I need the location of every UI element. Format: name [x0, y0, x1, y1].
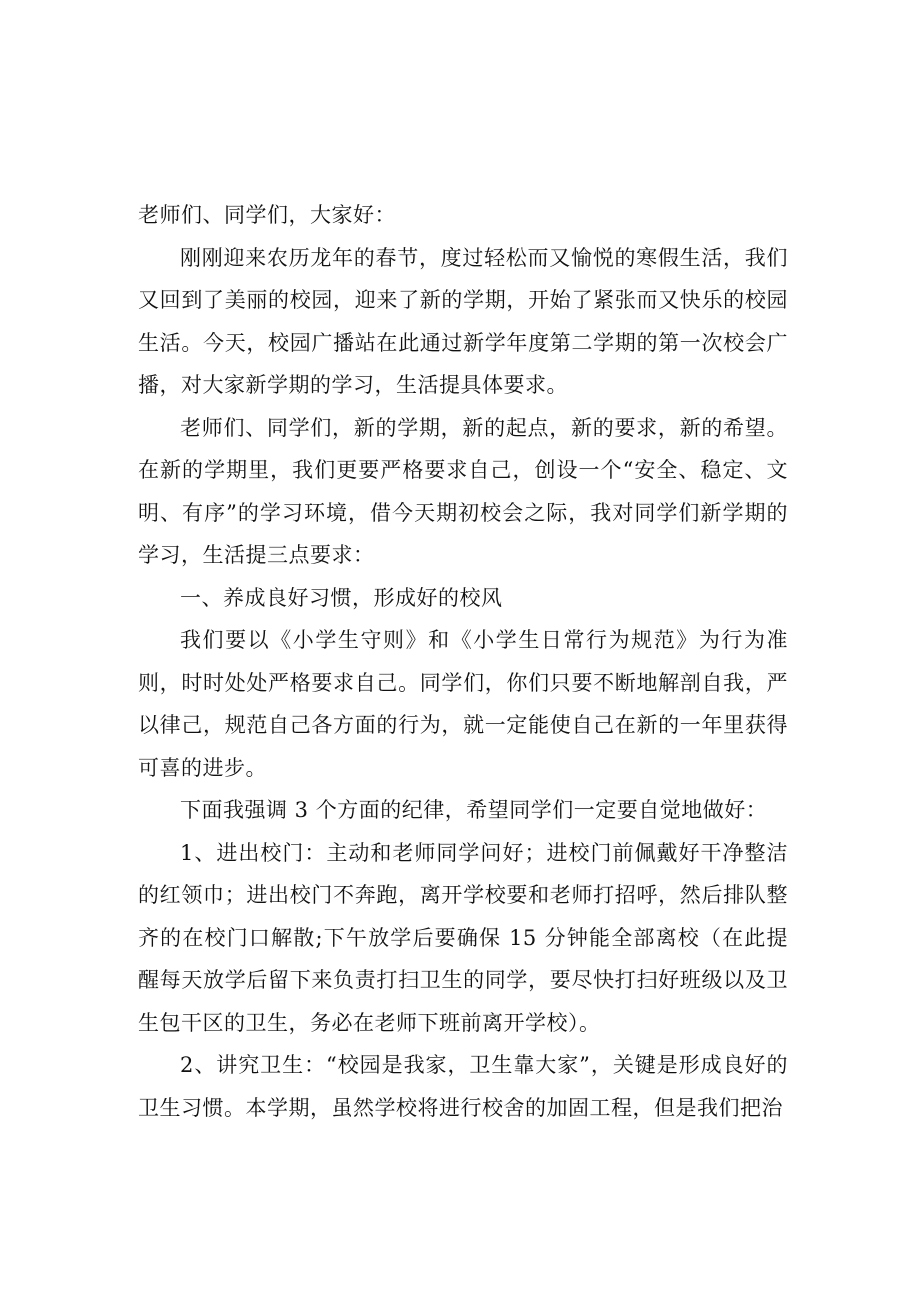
- intro-paragraph: 刚刚迎来农历龙年的春节，度过轻松而又愉悦的寒假生活，我们又回到了美丽的校园，迎来了新的学期，开始了紧张而又快乐的校园生活。今天，校园广播站在此通过新学年度第二学期的第一次校会广播，对大家新学期的学习，生活提具体要求。: [138, 245, 788, 397]
- section-heading-1: 一、养成良好习惯，形成好的校风: [180, 585, 503, 610]
- hygiene-paragraph: 2、讲究卫生：“校园是我家，卫生靠大家”，关键是形成良好的卫生习惯。本学期，虽然学校将进行校舍的加固工程，但是我们把治: [138, 1053, 788, 1120]
- document-body: [138, 194, 788, 1129]
- requirements-paragraph: 老师们、同学们，新的学期，新的起点，新的要求，新的希望。在新的学期里，我们更要严格要求自己，创设一个“安全、稳定、文明、有序”的学习环境，借今天期初校会之际，我对同学们新学期的学习，生活提三点要求：: [138, 415, 788, 567]
- rules-paragraph: 我们要以《小学生守则》和《小学生日常行为规范》为行为准则，时时处处严格要求自己。同学们，你们只要不断地解剖自我，严以律己，规范自己各方面的行为，就一定能使自己在新的一年里获得可喜的进步。: [138, 628, 788, 780]
- school-gate-paragraph: 1、进出校门：主动和老师同学问好；进校门前佩戴好干净整洁的红领巾；进出校门不奔跑，离开学校要和老师打招呼，然后排队整齐的在校门口解散;下午放学后要确保 15 分钟能全部离校（在此提醒每天放学后留下来负责打扫卫生的同学，要尽快打扫好班级以及卫生包干区的卫生，务必在老师下班前离开学校）。: [138, 840, 788, 1035]
- discipline-intro-paragraph: 下面我强调 3 个方面的纪律，希望同学们一定要自觉地做好：: [180, 798, 768, 822]
- greeting-paragraph: 老师们、同学们，大家好：: [138, 203, 396, 227]
